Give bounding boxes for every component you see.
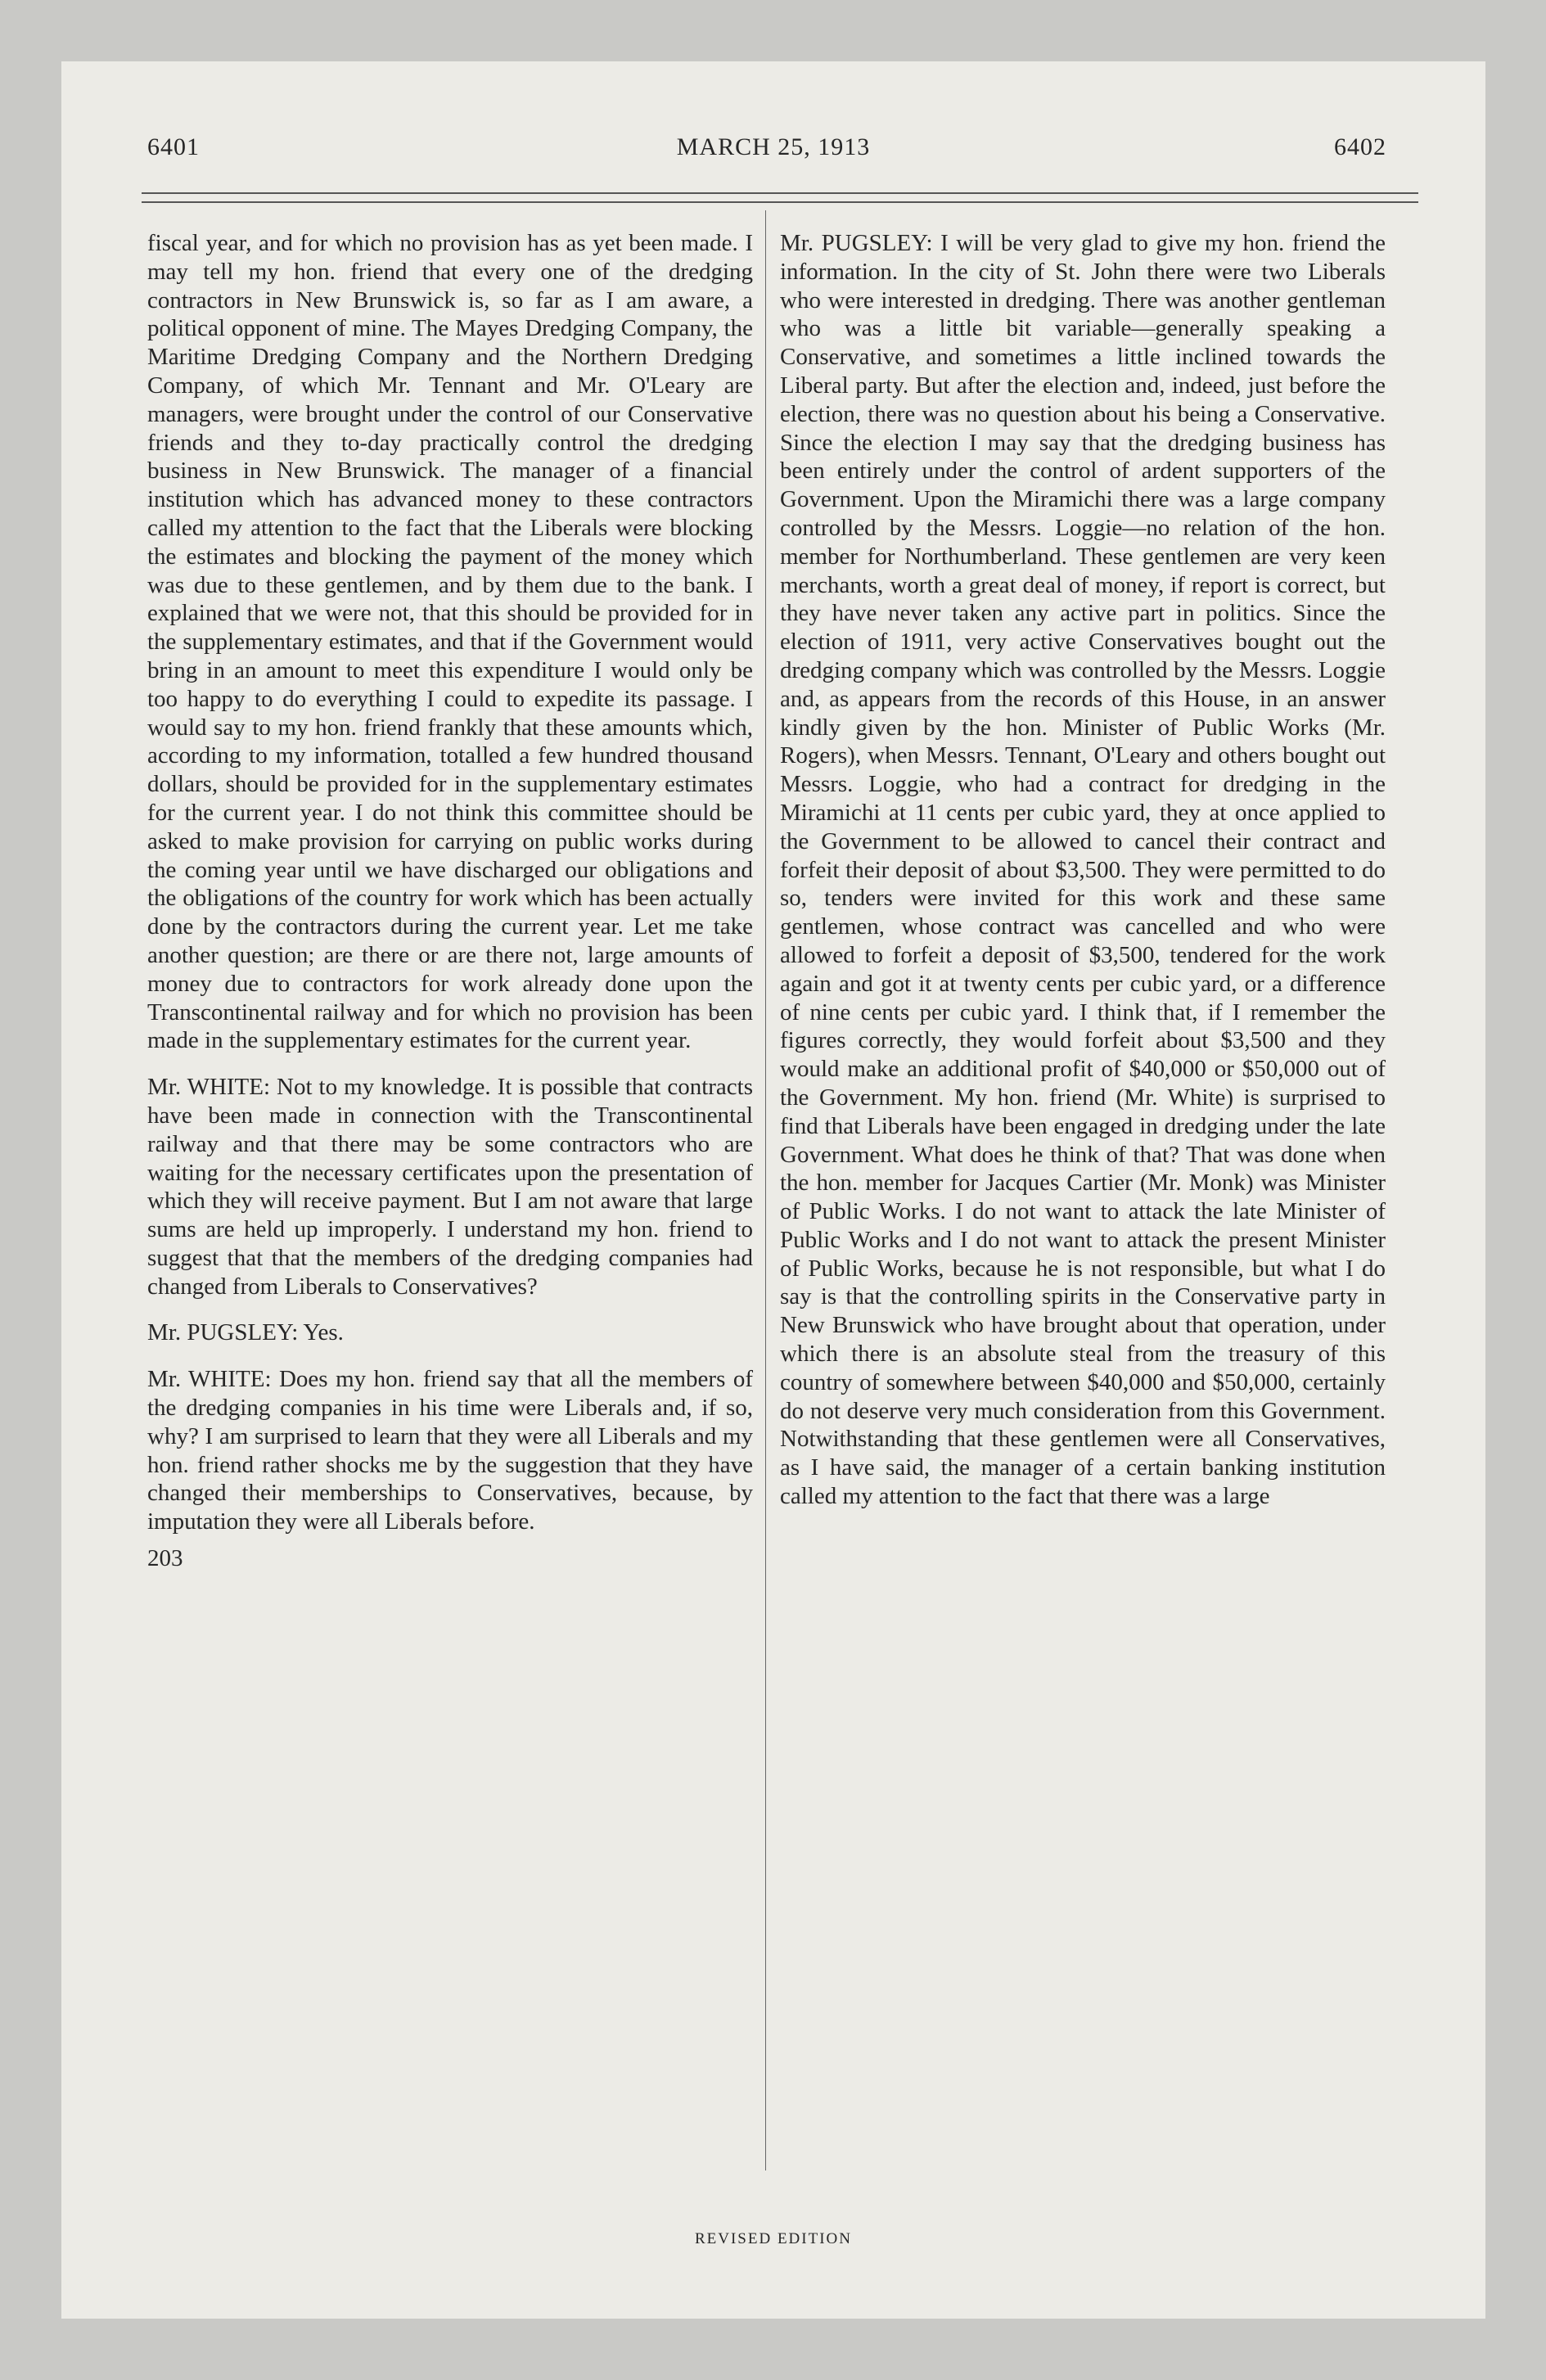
header-date: MARCH 25, 1913 bbox=[676, 133, 871, 160]
edition-footer: REVISED EDITION bbox=[694, 2230, 852, 2247]
paragraph: Mr. PUGSLEY: I will be very glad to give my hon. friend the information. In the city of St. John there were two Liberals who were interested in dredging. There was another gentleman who was a little bit variable—generally speaking a Conservative, and sometimes a little inclined towards the Liberal party. But after the election and, indeed, just before the election, there was no question about his being a Conservative. Since the election I may say that the dredging business has been entirely under the control of ardent supporters of the Government. Upon the Miramichi there was a large company controlled by the Messrs. Loggie—no relation of the hon. member for Northumberland. These gentlemen are very keen merchants, worth a great deal of money, if report is correct, but they have never taken any active part in politics. Since the election of 1911, very active Conservatives bought out the dredging company which was controlled by the Messrs. Loggie and, as appears from the records of this House, in an answer kindly given by the hon. Minister of Public Works (Mr. Rogers), when Messrs. Tennant, O'Leary and others bought out Messrs. Loggie, who had a contract for dredging in the Miramichi at 11 cents per cubic yard, they at once applied to the Government to be allowed to cancel their contract and forfeit their deposit of about $3,500. They were permitted to do so, tenders were invited for this work and these same gentlemen, whose contract was cancelled and who were allowed to forfeit a deposit of $3,500, tendered for the work again and got it at twenty cents per cubic yard, or a difference of nine cents per cubic yard. I think that, if I remember the figures correctly, they would forfeit about $3,500 and they would make an additional profit of $40,000 or $50,000 out of the Government. My hon. friend (Mr. White) is surprised to find that Liberals have been engaged in dredging under the late Government. What does he think of that? That was done when the hon. member for Jacques Cartier (Mr. Monk) was Minister of Public Works. I do not want to attack the late Minister of Public Works and I do not want to attack the present Minister of Public Works, because he is not responsible, but what I do say is that the controlling spirits in the Conservative party in New Brunswick who have brought about that operation, under which there is an absolute steal from the treasury of this country of somewhere between $40,000 and $50,000, certainly do not deserve very much consideration from this Government. Notwithstanding that these gentlemen were all Conservatives, as I have said, the manager of a certain banking institution called my attention to the fact that there was a large bbox=[780, 230, 1386, 1510]
header-rule bbox=[142, 192, 1418, 203]
right-column bbox=[780, 229, 1386, 1511]
page-number-right: 6402 bbox=[1334, 133, 1386, 160]
page-header bbox=[61, 133, 1485, 183]
paragraph: Mr. WHITE: Not to my knowledge. It is possible that contracts have been made in connection with the Transcontinental railway and that there may be some contractors who are waiting for the necessary certificates upon the presentation of which they will receive payment. But I am not aware that large sums are held up improperly. I understand my hon. friend to suggest that that the members of the dredging companies had changed from Liberals to Conservatives? bbox=[147, 1074, 753, 1300]
signature-mark: 203 bbox=[147, 1545, 183, 1572]
paragraph: Mr. PUGSLEY: Yes. bbox=[147, 1319, 344, 1346]
column-divider bbox=[765, 210, 766, 2170]
document-page bbox=[61, 61, 1485, 2319]
page-number-left: 6401 bbox=[147, 133, 200, 160]
paragraph: fiscal year, and for which no provision has as yet been made. I may tell my hon. friend that every one of the dredging contractors in New Brunswick is, so far as I am aware, a political opponent of mine. The Mayes Dredging Company, the Maritime Dredging Company and the Northern Dredging Company, of which Mr. Tennant and Mr. O'Leary are managers, were brought under the control of our Conservative friends and they to-day practically control the dredging business in New Brunswick. The manager of a financial institution which has advanced money to these contractors called my attention to the fact that the Liberals were blocking the estimates and blocking the payment of the money which was due to these gentlemen, and by them due to the bank. I explained that we were not, that this should be provided for in the supplementary estimates, and that if the Government would bring in an amount to meet this expenditure I would only be too happy to do everything I could to expedite its passage. I would say to my hon. friend frankly that these amounts which, according to my information, totalled a few hundred thousand dollars, should be provided for in the supplementary estimates for the current year. I do not think this committee should be asked to make provision for carrying on public works during the coming year until we have discharged our obligations and the obligations of the country for work which has been actually done by the contractors during the current year. Let me take another question; are there or are there not, large amounts of money due to contractors for work already done upon the Transcontinental railway and for which no provision has been made in the supplementary estimates for the current year. bbox=[147, 230, 753, 1054]
paragraph: Mr. WHITE: Does my hon. friend say that all the members of the dredging companies in his time were Liberals and, if so, why? I am surprised to learn that they were all Liberals and my hon. friend rather shocks me by the suggestion that they have changed their memberships to Conservatives, because, by imputation they were all Liberals before. bbox=[147, 1366, 753, 1535]
left-column bbox=[147, 229, 753, 1573]
